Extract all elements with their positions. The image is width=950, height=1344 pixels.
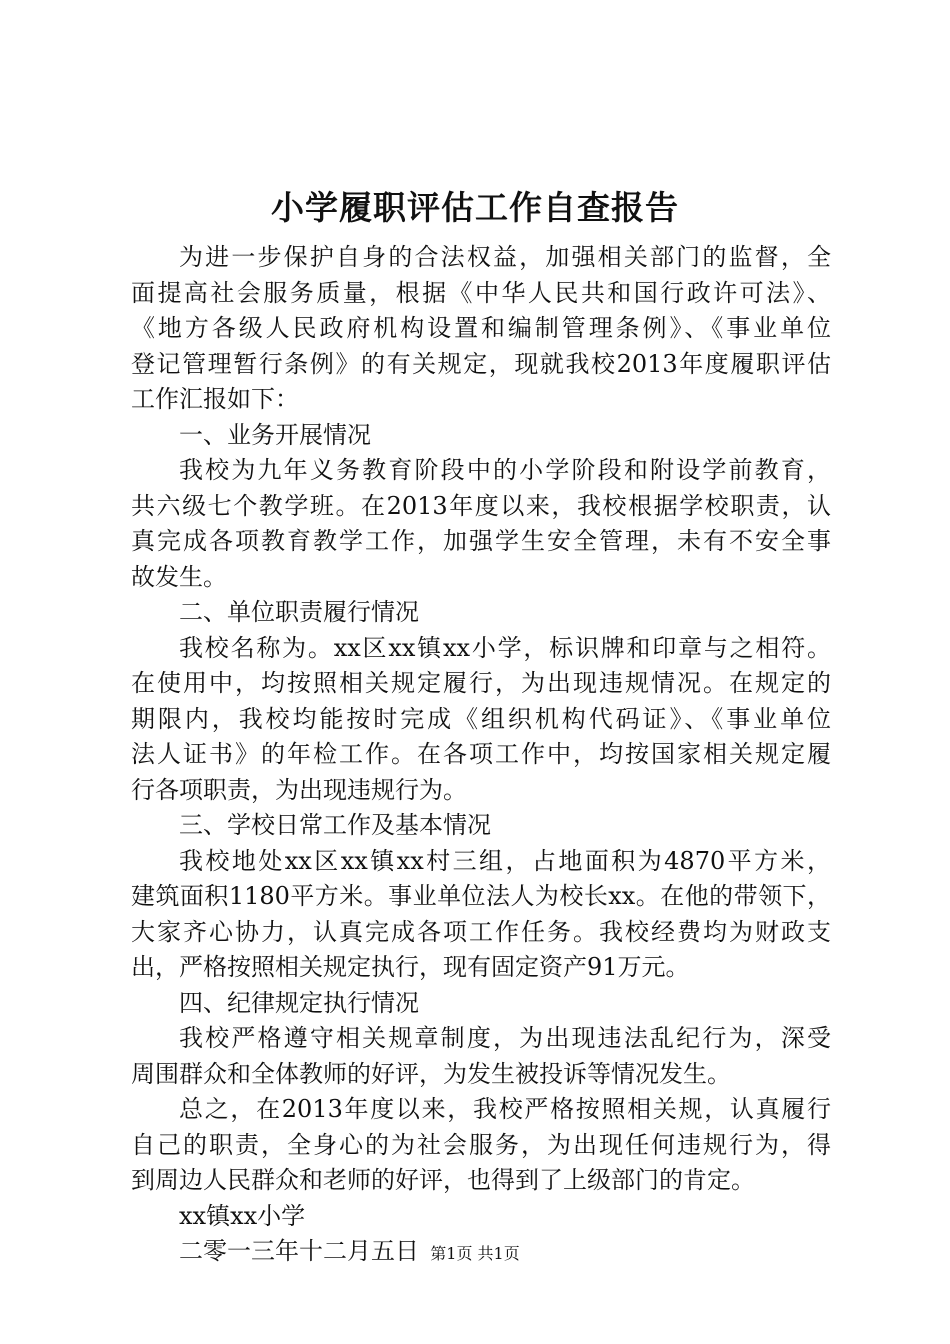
body-text-line: 我校地处xx区xx镇xx村三组，占地面积为4870平方米，	[179, 846, 831, 875]
body-text-line: 在使用中，均按照相关规定履行，为出现违规情况。在规定的	[131, 669, 831, 697]
body-text-line: 出，严格按照相关规定执行，现有固定资产91万元。	[131, 953, 690, 981]
body-text-line: 建筑面积1180平方米。事业单位法人为校长xx。在他的带领下，	[131, 882, 831, 910]
body-text-line: 行各项职责，为出现违规行为。	[131, 775, 467, 804]
body-text-line: 大家齐心协力，认真完成各项工作任务。我校经费均为财政支	[131, 917, 831, 946]
body-text-line: 故发生。	[131, 562, 227, 591]
body-text-line: 期限内，我校均能按时完成《组织机构代码证》、《事业单位	[131, 704, 831, 733]
body-text-line: 工作汇报如下：	[131, 385, 299, 413]
body-text-line: 我校名称为。xx区xx镇xx小学，标识牌和印章与之相符。	[179, 633, 831, 662]
body-text-line: 登记管理暂行条例》的有关规定，现就我校2013年度履职评估	[131, 349, 831, 378]
body-text-line: 真完成各项教育教学工作，加强学生安全管理，未有不安全事	[131, 527, 831, 555]
body-text-line: xx镇xx小学	[179, 1201, 306, 1230]
body-text-line: 法人证书》的年检工作。在各项工作中，均按国家相关规定履	[131, 740, 831, 768]
body-text-line: 周围群众和全体教师的好评，为发生被投诉等情况发生。	[131, 1059, 731, 1088]
body-text-line: 自己的职责，全身心的为社会服务，为出现任何违规行为，得	[131, 1130, 831, 1159]
body-text-line: 二、单位职责履行情况	[179, 598, 419, 626]
document-title: 小学履职评估工作自查报告	[271, 188, 679, 227]
body-text-line: 面提高社会服务质量，根据《中华人民共和国行政许可法》、	[131, 278, 831, 307]
document-body	[131, 240, 831, 1270]
page-number-footer: 第1页 共1页	[430, 1244, 520, 1263]
body-text-line: 总之，在2013年度以来，我校严格按照相关规，认真履行	[179, 1095, 831, 1123]
body-text-line: 为进一步保护自身的合法权益，加强相关部门的监督，全	[179, 243, 831, 271]
body-text-line: 二零一三年十二月五日	[179, 1237, 419, 1265]
body-text-line: 四、纪律规定执行情况	[179, 988, 419, 1017]
body-text-line: 共六级七个教学班。在2013年度以来，我校根据学校职责，认	[131, 491, 831, 520]
body-text-line: 三、学校日常工作及基本情况	[179, 811, 491, 839]
body-text-line: 我校严格遵守相关规章制度，为出现违法乱纪行为，深受	[179, 1024, 831, 1052]
body-text-line: 一、业务开展情况	[179, 420, 371, 449]
body-text-line: 我校为九年义务教育阶段中的小学阶段和附设学前教育，	[179, 456, 831, 484]
body-text-line: 《地方各级人民政府机构设置和编制管理条例》、《事业单位	[131, 314, 831, 342]
body-text-line: 到周边人民群众和老师的好评，也得到了上级部门的肯定。	[131, 1166, 755, 1194]
